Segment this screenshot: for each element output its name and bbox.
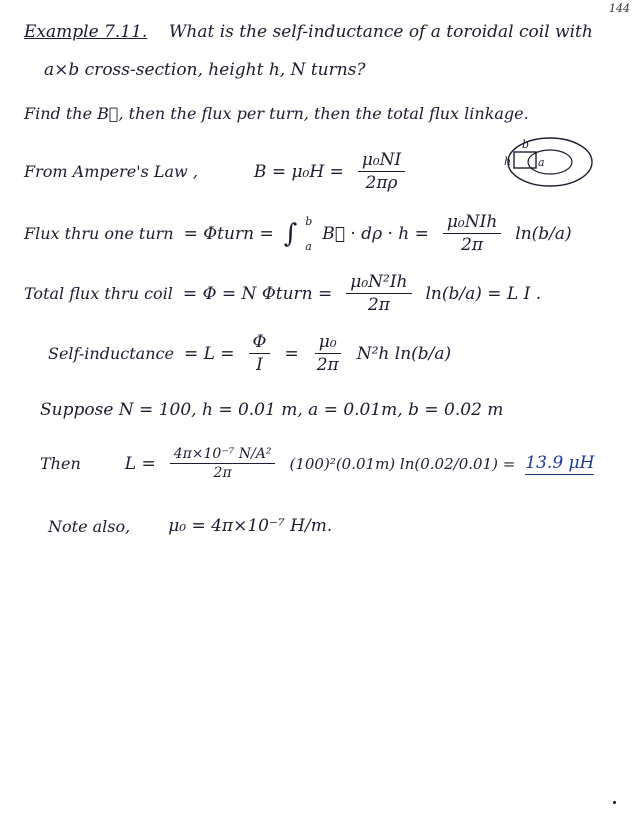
total-flux-numerator: μ₀N²Ih [346,272,411,294]
self-inductance-eq2: = [284,343,299,364]
flux-turn-fraction [443,212,501,255]
flux-integrand: B⃗ · dρ · h = [322,223,429,244]
flux-turn-label: Flux thru one turn [24,224,174,243]
ampere-numerator: μ₀NI [358,150,405,172]
coil-b-label: b [522,138,530,151]
example-label: Example 7.11. [24,22,148,42]
then-rest: (100)²(0.01m) ln(0.02/0.01) = [289,454,516,473]
suppose-line: Suppose N = 100, h = 0.01 m, a = 0.01m, b = 0.02 m [40,400,504,420]
toroid-sketch-icon [500,132,600,192]
limit-lower: a [305,239,312,253]
self-inductance-rest: N²h ln(b/a) [356,343,452,364]
question-part-1: What is the self-inductance of a toroidal coil with [168,22,593,42]
mu-over-2pi-fraction [313,332,343,375]
total-flux-row [24,272,541,315]
ampere-lhs: B = μ₀H = [253,161,344,182]
note-text: μ₀ = 4π×10⁻⁷ H/m. [168,516,333,536]
flux-turn-numerator: μ₀NIh [443,212,501,234]
instruction-line: Find the B⃗, then the flux per turn, then the total flux linkage. [24,104,529,123]
ink-dot [613,801,616,804]
ampere-denominator: 2πρ [365,173,398,193]
self-inductance-eq1: = L = [183,343,235,364]
then-fraction [170,446,276,481]
flux-turn-denominator: 2π [461,235,484,255]
example-heading [24,22,593,42]
note-label: Note also, [48,516,131,536]
self-inductance-label: Self-inductance [48,344,174,363]
flux-turn-row [24,212,572,255]
then-label: Then [40,454,81,473]
coil-a-label: a [538,156,545,169]
two-pi-denominator: 2π [316,355,339,375]
total-flux-fraction [346,272,411,315]
integral-limits [305,215,312,253]
coil-h-label: h [504,155,512,168]
total-flux-label: Total flux thru coil [24,284,173,303]
ampere-fraction [358,150,405,193]
question-part-2: a×b cross-section, height h, N turns? [44,60,366,80]
phi-over-i-fraction [249,332,271,375]
self-inductance-row [48,332,451,375]
phi-numerator: Φ [249,332,271,354]
total-flux-eq1: = Φ = N Φturn = [182,283,333,304]
final-answer: 13.9 μH [525,452,595,473]
integral-icon: ∫ [283,218,298,249]
total-flux-log: ln(b/a) = L I . [425,283,542,304]
page-number: 144 [609,2,630,15]
then-denominator: 2π [213,465,232,481]
note-row [48,516,332,536]
mu-numerator: μ₀ [315,332,341,354]
limit-upper: b [305,214,313,228]
then-lhs: L = [124,453,156,474]
then-numerator: 4π×10⁻⁷ N/A² [170,446,276,464]
ampere-label: From Ampere's Law , [24,162,198,181]
then-row [40,446,594,481]
i-denominator: I [256,355,263,375]
flux-turn-log: ln(b/a) [515,223,572,244]
ampere-row [24,150,409,193]
total-flux-denominator: 2π [367,295,390,315]
flux-turn-eq1: = Φturn = [183,223,274,244]
